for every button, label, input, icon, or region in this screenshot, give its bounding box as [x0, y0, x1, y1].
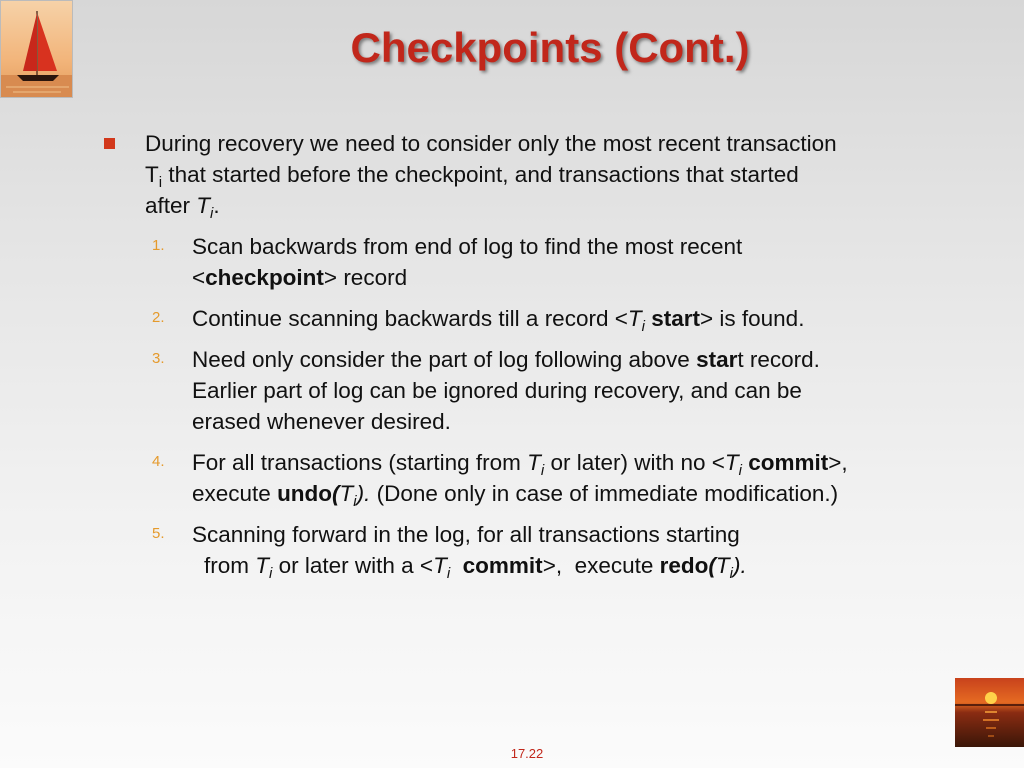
square-bullet-icon: [104, 138, 115, 149]
list-item-2: 2. Continue scanning backwards till a record $<T_i$ start> is found.: [152, 306, 805, 335]
main-line-2: $T_i$ that started before the checkpoint, and transactions that started: [145, 162, 799, 191]
page-number: 17.22: [510, 746, 544, 761]
item-number: 1.: [152, 237, 165, 254]
item-number: 5.: [152, 525, 165, 542]
main-line-1: During recovery we need to consider only the most recent transaction: [145, 131, 837, 156]
list-item-3: 3. Need only consider the part of log following above start record. Earlier part of log can be ignored during recovery, and can be erased whenever desired.: [152, 347, 820, 434]
main-line-3: after $T_i$.: [145, 193, 220, 222]
main-bullet-text: [145, 128, 965, 221]
list-item-4: 4. For all transactions (starting from $T_i$ or later) with no $<T_i$ commit>, execute $undo(T_i)$. (Done only in case of immediate modification.): [152, 450, 848, 510]
list-item-5: 5. Scanning forward in the log, for all transactions starting from $T_i$ or later with $a <T_i$ commit>, execute $redo(T_i)$.: [152, 522, 747, 582]
item-number: 3.: [152, 350, 165, 367]
item-number: 4.: [152, 453, 165, 470]
slide-title: Checkpoints (Cont.): [350, 24, 750, 71]
list-item-1: 1. Scan backwards from end of log to find the most recent <checkpoint> record: [152, 234, 743, 290]
sunset-logo: [955, 678, 1024, 747]
numbered-list: [152, 231, 972, 591]
item-number: 2.: [152, 309, 165, 326]
